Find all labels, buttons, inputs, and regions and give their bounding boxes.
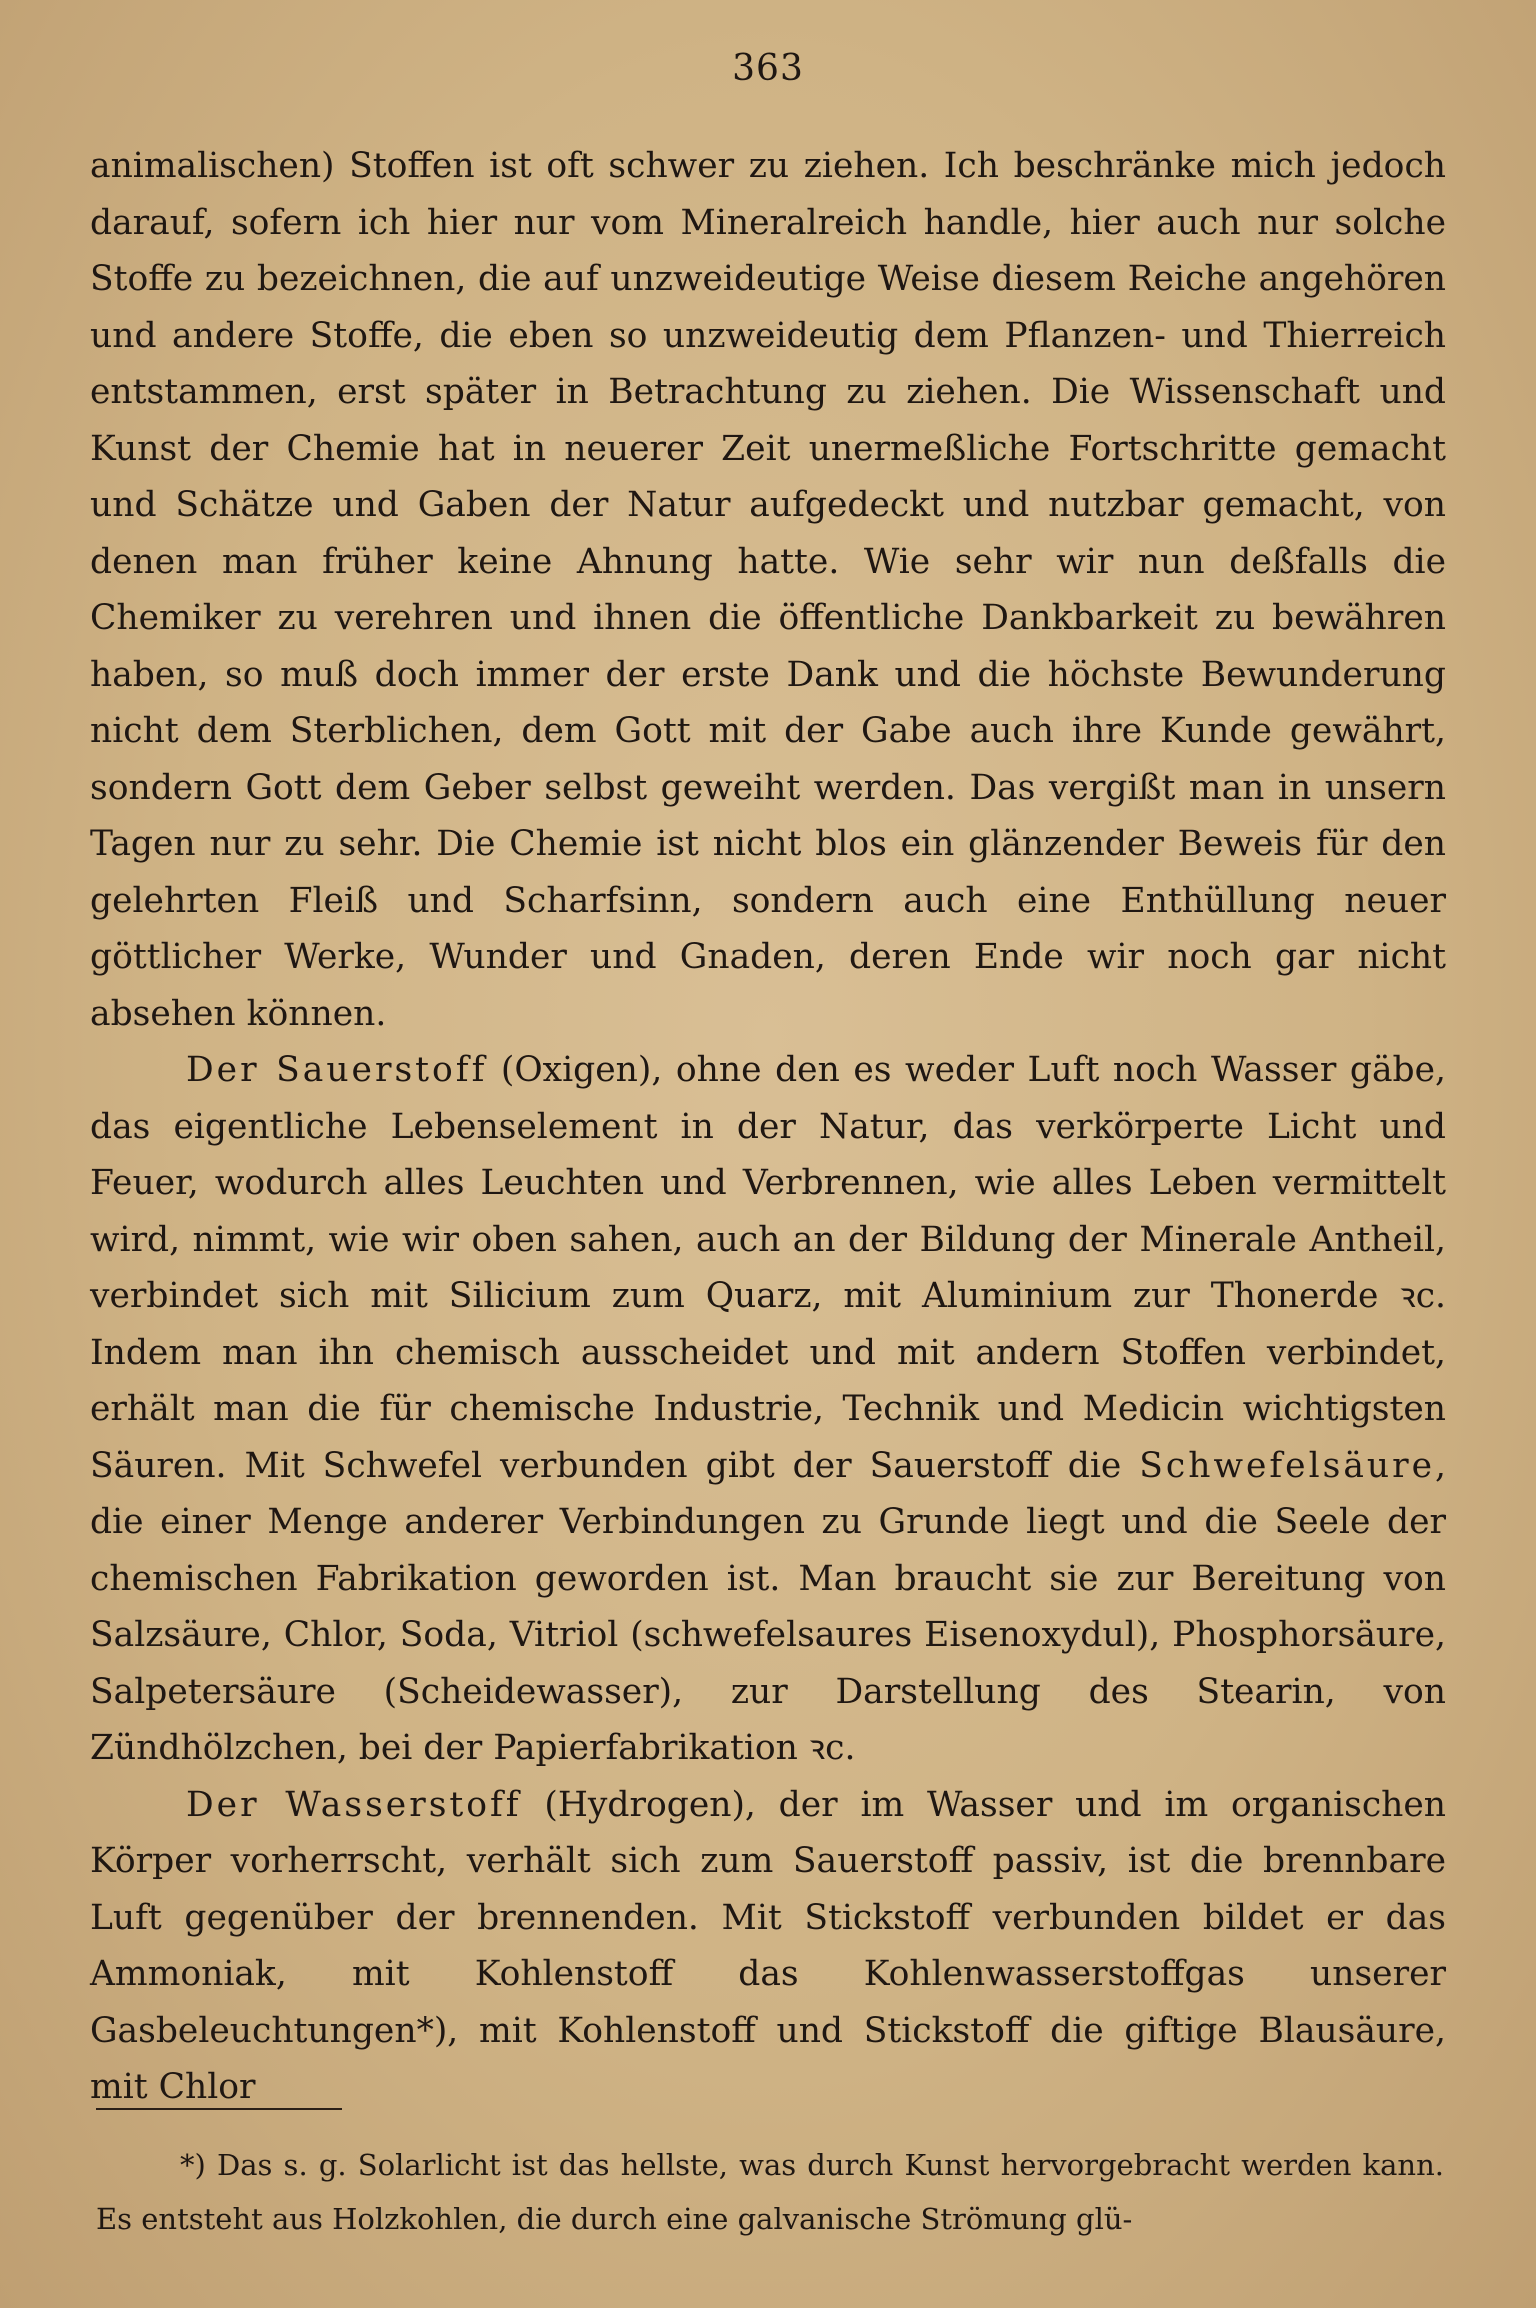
term-wasserstoff: Der Wasserstoff (186, 1784, 522, 1825)
page-number: 363 (732, 48, 804, 89)
paragraph-sauerstoff (90, 1042, 1446, 1777)
paragraph-1: animalischen) Stoffen ist oft schwer zu ziehen. Ich beschränke mich jedoch darauf, sofern ich hier nur vom Mineralreich handle, hier auch nur solche Stoffe zu bezeichnen, die auf unzweideutige Weise diesem Reiche angehören und andere Stoffe, die eben so unzweideutig dem Pflanzen- und Thierreich entstammen, erst später in Betrachtung zu ziehen. Die Wissenschaft und Kunst der Chemie hat in neuerer Zeit unermeßliche Fortschritte gemacht und Schätze und Gaben der Natur aufgedeckt und nutzbar gemacht, von denen man früher keine Ahnung hatte. Wie sehr wir nun deßfalls die Chemiker zu verehren und ihnen die öffentliche Dankbarkeit zu bewähren haben, so muß doch immer der erste Dank und die höchste Bewunderung nicht dem Sterblichen, dem Gott mit der Gabe auch ihre Kunde gewährt, sondern Gott dem Geber selbst geweiht werden. Das vergißt man in unsern Tagen nur zu sehr. Die Chemie ist nicht blos ein glänzender Beweis für den gelehrten Fleiß und Scharfsinn, sondern auch eine Enthüllung neuer göttlicher Werke, Wunder und Gnaden, deren Ende wir noch gar nicht absehen können. (90, 146, 1446, 1034)
footnote-text: *) Das s. g. Solarlicht ist das hellste, was durch Kunst hervorgebracht werden kann. Es entsteht aus Holzkohlen, die durch eine galvanische Strömung glü- (96, 2148, 1444, 2236)
body-text (90, 138, 1446, 2116)
paragraph-wasserstoff-text: (Hydrogen), der im Wasser und im organischen Körper vorherrscht, verhält sich zum Sauerstoff passiv, ist die brennbare Luft gegenüber der brennenden. Mit Stickstoff verbunden bildet er das Ammoniak, mit Kohlenstoff das Kohlenwasserstoffgas unserer Gasbeleuchtungen*), mit Kohlenstoff und Stickstoff die giftige Blausäure, mit Chlor (90, 1784, 1446, 2107)
footnote-divider (96, 2108, 342, 2110)
paragraph-sauerstoff-text-cont: , die einer Menge anderer Verbindungen zu Grunde liegt und die Seele der chemischen Fabrikation geworden ist. Man braucht sie zur Bereitung von Salzsäure, Chlor, Soda, Vitriol (schwefelsaures Eisenoxydul), Phosphorsäure, Salpetersäure (Scheidewasser), zur Darstellung des Stearin, von Zündhölzchen, bei der Papierfabrikation ꝛc. (90, 1445, 1446, 1768)
paragraph-wasserstoff (90, 1777, 1446, 2116)
paragraph-sauerstoff-text: (Oxigen), ohne den es weder Luft noch Wasser gäbe, das eigentliche Lebenselement in der Natur, das verkörperte Licht und Feuer, wodurch alles Leuchten und Verbrennen, wie alles Leben vermittelt wird, nimmt, wie wir oben sahen, auch an der Bildung der Minerale Antheil, verbindet sich mit Silicium zum Quarz, mit Aluminium zur Thonerde ꝛc. Indem man ihn chemisch ausscheidet und mit andern Stoffen verbindet, erhält man die für chemische Industrie, Technik und Medicin wichtigsten Säuren. Mit Schwefel verbunden gibt der Sauerstoff die (90, 1050, 1447, 1486)
term-sauerstoff: Der Sauerstoff (186, 1050, 488, 1090)
footnote (96, 2138, 1444, 2246)
term-schwefelsaeure: Schwefelsäure (1139, 1445, 1436, 1486)
